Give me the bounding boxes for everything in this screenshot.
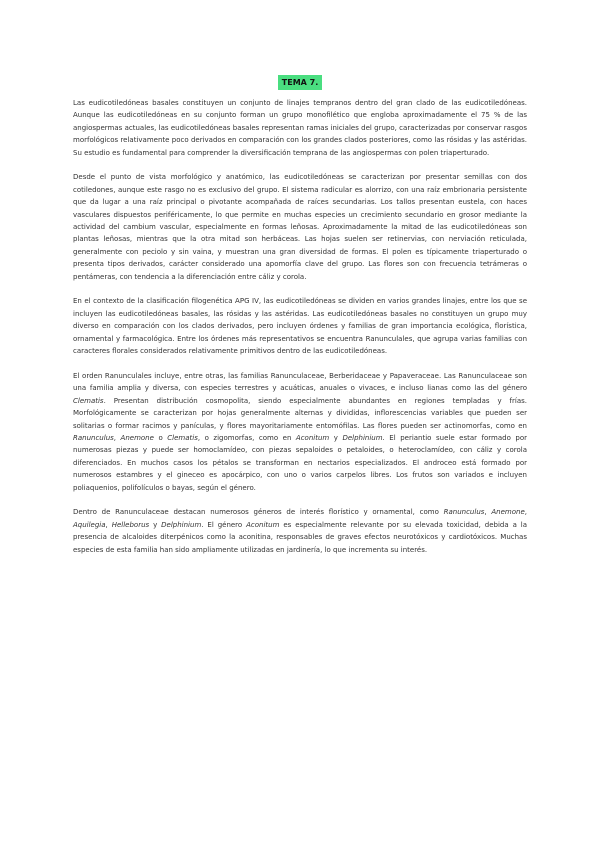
text-run: , <box>113 433 121 442</box>
paragraph-classification <box>73 295 527 357</box>
text-run: , o zigomorfas, como en <box>197 433 296 442</box>
italic-term: Delphinium <box>161 520 202 529</box>
document-title: TEMA 7. <box>278 75 322 90</box>
italic-term: Anemone <box>120 433 154 442</box>
italic-term: Aconitum <box>246 520 280 529</box>
paragraph-morphology <box>73 171 527 283</box>
italic-term: Clematis <box>167 433 198 442</box>
paragraph-ranunculaceae-genera <box>73 506 527 556</box>
text-run: , <box>524 508 527 517</box>
text-run: y <box>149 520 162 529</box>
text-run: . Presentan distribución cosmopolita, siendo especialmente abundantes en regiones templadas y frías. Morfológicamente se caracterizan por hojas generalmente alternas y divididas, inflorescencias variables que pueden ser solitarias o formar racimos y panículas, y flores mayoritariamente entomófilas. Las flores pueden ser actinomorfas, como en <box>73 396 527 430</box>
italic-term: Anemone <box>491 508 525 517</box>
text-run: , <box>484 508 492 517</box>
document-body <box>73 97 527 556</box>
paragraph-intro <box>73 97 527 159</box>
text-run: o <box>153 433 168 442</box>
text-run: El orden Ranunculales incluye, entre otras, las familias Ranunculaceae, Berberidaceae y Papaveraceae. Las Ranunculaceae son una familia amplia y diversa, con especies terrestres y acuáticas, anuales o vivaces, e incluso lianas como las del género <box>73 371 527 393</box>
text-run: . El periantio suele estar formado por numerosas piezas y puede ser homoclamídeo, con piezas sepaloides o petaloides, o heteroclamídeo, con cáliz y corola diferenciados. En muchos casos los pétalos se transforman en nectarios especializados. El androceo está formado por numerosos estambres y el gineceo es apocárpico, con uno o varios carpelos libres. Los frutos son variados e incluyen poliaquenios, polifolículos o bayas, según el género. <box>73 433 528 492</box>
text-run: . El género <box>201 520 247 529</box>
italic-term: Aconitum <box>295 433 330 442</box>
italic-term: Helleborus <box>111 520 150 529</box>
paragraph-ranunculales <box>73 370 527 494</box>
text-run: Las eudicotiledóneas basales constituyen un conjunto de linajes tempranos dentro del gran clado de las eudicotiledóneas. Aunque las eudicotiledóneas en su conjunto forman un grupo monofilético que engloba aproximadamente el 75 % de las angiospermas actuales, las eudicotiledóneas basales representan ramas iniciales del grupo, caracterizadas por conservar rasgos morfológicos relativamente poco derivados en comparación con los grandes clados posteriores, como las rósidas y las astéridas. Su estudio es fundamental para comprender la diversificación temprana de las angiospermas con polen triaperturado. <box>73 99 527 157</box>
text-run: es especialmente relevante por su elevada toxicidad, debida a la presencia de alcaloides diterpénicos como la aconitina, responsables de graves efectos neurotóxicos y cardiotóxicos. Muchas especies de esta familia han sido ampliamente utilizadas en jardinería, lo que incrementa su interés. <box>73 520 528 554</box>
text-run: Desde el punto de vista morfológico y anatómico, las eudicotiledóneas se caracterizan por presentar semillas con dos cotiledones, aunque este rasgo no es exclusivo del grupo. El sistema radicular es alorrizo, con una raíz embrionaria persistente que da lugar a una raíz principal o pivotante acompañada de raíces secundarias. Los tallos presentan eustela, con haces vasculares dispuestos periféricamente, lo que permite en muchas especies un crecimiento secundario en grosor mediante la actividad del cambium vascular, especialmente en formas leñosas. Aproximadamente la mitad de las eudicotiledóneas son plantas leñosas, mientras que la otra mitad son herbáceas. Las hojas suelen ser retinervias, con nerviación reticulada, generalmente con peciolo y sin vaina, y muestran una gran diversidad de formas. El polen es típicamente triaperturado o presenta tipos derivados, carácter considerado una apomorfía clave del grupo. Las flores son con frecuencia tetrámeras o pentámeras, con tendencia a la diferenciación entre cáliz y corola. <box>73 173 527 281</box>
italic-term: Clematis <box>73 396 104 405</box>
italic-term: Delphinium <box>342 433 383 442</box>
italic-term: Ranunculus <box>73 433 114 442</box>
title-container <box>0 70 600 90</box>
text-run: En el contexto de la clasificación filogenética APG IV, las eudicotiledóneas se dividen en varios grandes linajes, entre los que se incluyen las eudicotiledóneas basales, las rósidas y las astéridas. Las eudicotiledóneas basales no constituyen un grupo muy diverso en comparación con los clados derivados, pero incluyen órdenes y familias de gran importancia ecológica, florística, ornamental y farmacológica. Entre los órdenes más representativos se encuentra Ranunculales, que agrupa varias familias con caracteres florales considerados relativamente primitivos dentro de las eudicotiledóneas. <box>73 297 527 356</box>
text-run: Dentro de Ranunculaceae destacan numerosos géneros de interés florístico y ornamental, como <box>73 508 444 517</box>
text-run: y <box>329 433 343 442</box>
italic-term: Ranunculus <box>443 508 485 517</box>
italic-term: Aquilegia <box>73 520 106 529</box>
text-run: , <box>105 520 112 529</box>
